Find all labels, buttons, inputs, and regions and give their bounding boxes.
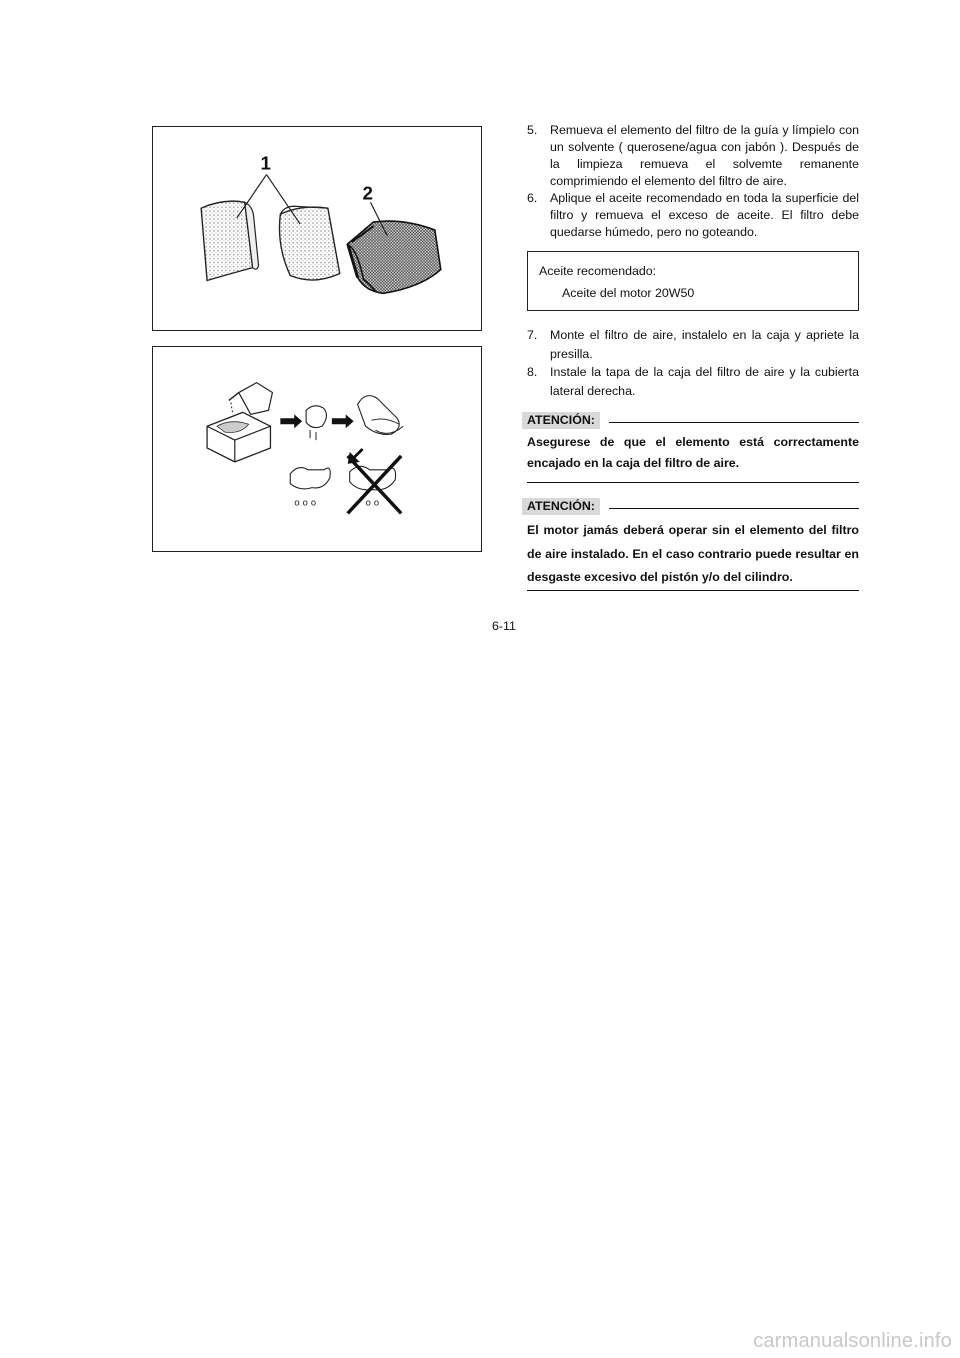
- air-filter-elements-illustration: [153, 127, 481, 330]
- caution-header-1: [522, 412, 859, 430]
- step-number: 5.: [527, 123, 538, 137]
- step-7: [527, 326, 859, 363]
- step-text: Remueva el elemento del filtro de la guía y límpielo con un solvente ( querosene/agua con jabón ). Después de la limpieza remueva el solvemte remanente comprimiendo el elemento del filtro de aire.: [550, 123, 859, 188]
- step-number: 7.: [527, 328, 538, 342]
- callout-2: 2: [362, 182, 374, 204]
- step-6: [527, 190, 859, 241]
- step-number: 6.: [527, 191, 538, 205]
- step-text: Monte el filtro de aire, instalelo en la caja y apriete la presilla.: [550, 328, 859, 361]
- steps-5-6: [527, 122, 859, 241]
- callout-1: 1: [260, 152, 272, 174]
- caution-rule: [609, 508, 859, 509]
- caution-text-2: El motor jamás deberá operar sin el elemento del filtro de aire instalado. En el caso contrario puede resultar en desgaste excesivo del pistón y/o del cilindro.: [527, 523, 859, 584]
- caution-header-2: [522, 498, 859, 516]
- caution-end-rule-2: [527, 590, 859, 591]
- caution-tag: ATENCIÓN:: [522, 498, 600, 515]
- step-8: [527, 363, 859, 400]
- page-number: 6-11: [492, 619, 516, 633]
- caution-end-rule-1: [527, 482, 859, 483]
- recommended-oil-spec-box: [527, 251, 859, 311]
- svg-text:o o o: o o o: [294, 498, 317, 509]
- caution-tag: ATENCIÓN:: [522, 412, 600, 429]
- caution-rule: [609, 422, 859, 423]
- step-text: Aplique el aceite recomendado en toda la superficie del filtro y remueva el exceso de aceite. El filtro debe quedarse húmedo, pero no goteando.: [550, 191, 859, 239]
- step-number: 8.: [527, 365, 538, 379]
- watermark: carmanualsonline.info: [753, 1330, 952, 1352]
- air-filter-elements-figure: [152, 126, 482, 331]
- steps-7-8: [527, 326, 859, 400]
- oiling-procedure-illustration: [153, 347, 481, 551]
- spec-value: Aceite del motor 20W50: [562, 286, 695, 300]
- step-text: Instale la tapa de la caja del filtro de aire y la cubierta lateral derecha.: [550, 365, 859, 398]
- step-5: [527, 122, 859, 190]
- oiling-procedure-figure: [152, 346, 482, 552]
- caution-text-1: Asegurese de que el elemento está correctamente encajado en la caja del filtro de aire.: [527, 435, 859, 470]
- svg-text:o o: o o: [365, 498, 380, 509]
- spec-label: Aceite recomendado:: [539, 264, 657, 278]
